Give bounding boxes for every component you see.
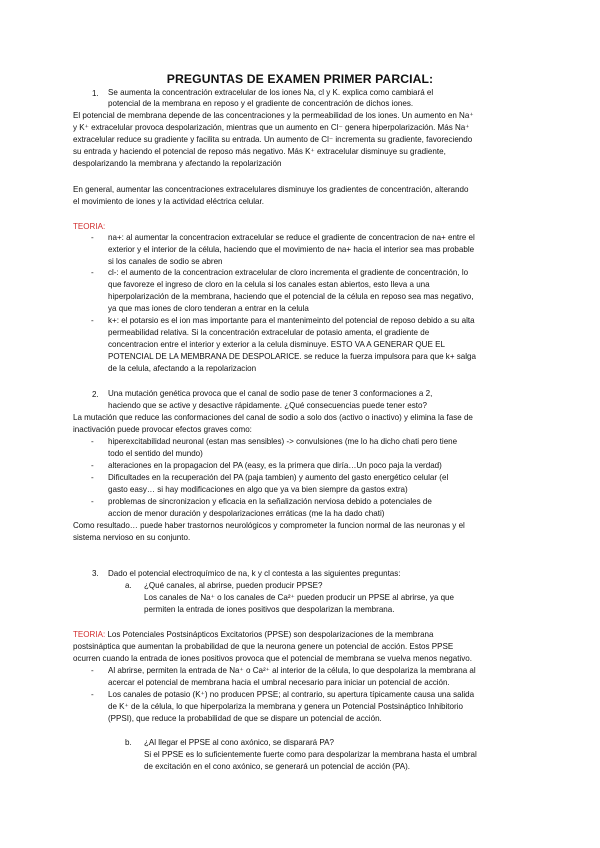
q3-bullet-line: de K⁺ de la célula, lo que hiperpolariza la membrana y genera un Potencial Postsináptico Inhibitorio <box>108 702 463 711</box>
q1-bullet-line: na+: al aumentar la concentracion extracelular se reduce el gradiente de concentracion de na+ entre el <box>108 233 475 242</box>
q2-bullet-line: gasto easy… si hay modificaciones en algo que ya va bien siempre da gastos extra) <box>108 485 408 494</box>
bullet-dash: - <box>91 497 94 506</box>
q3-teoria-line <box>73 629 434 640</box>
q1-general-line: el movimiento de iones y la actividad eléctrica celular. <box>73 197 264 206</box>
q1-bullet-line: k+: el potarsio es el ion mas importante para el mantenimeinto del potencial de reposo debido a su alta <box>108 316 475 325</box>
q3-bullet-line: (PPSI), que reduce la probabilidad de que se dispare un potencial de acción. <box>108 714 382 723</box>
q2-bullet-line: accion de menor duración y despolarizaciones erráticas (me la ha dado chati) <box>108 509 385 518</box>
q1-bullet-line: cl-: el aumento de la concentracion extracelular de cloro incrementa el gradiente de concentración, lo <box>108 268 469 277</box>
q1-question-line: Se aumenta la concentración extracelular de los iones Na, cl y K. explica como cambiará el <box>108 88 434 97</box>
q3-number: 3. <box>92 569 99 578</box>
q3a-answer-line: Los canales de Na⁺ o los canales de Ca²⁺ pueden producir un PPSE al abrirse, ya que <box>144 593 454 602</box>
q2-bullet-line: todo el sentido del mundo) <box>108 449 203 458</box>
bullet-dash: - <box>91 690 94 699</box>
q1-bullet-line: ya que mas iones de cloro tenderan a entrar en la celula <box>108 304 309 313</box>
q3a-answer-line: permiten la entrada de iones positivos que despolarizan la membrana. <box>144 605 395 614</box>
q3-bullet-line: Al abrirse, permiten la entrada de Na⁺ o Ca²⁺ al interior de la célula, lo que despolariza la membrana al <box>108 666 476 675</box>
bullet-dash: - <box>91 268 94 277</box>
q1-question-line: potencial de la membrana en reposo y el gradiente de concentración de dichos iones. <box>108 99 414 108</box>
q2-question-line: Una mutación genética provoca que el canal de sodio pase de tener 3 conformaciones a 2, <box>108 389 433 398</box>
q1-bullet-line: permeabilidad relativa. Si la concentración extracelular de potasio amenta, el gradiente de <box>108 328 430 337</box>
q2-bullet-line: problemas de sincronizacion y eficacia en la señalización nerviosa debido a potenciales de <box>108 497 432 506</box>
bullet-dash: - <box>91 437 94 446</box>
q2-bullet-line: alteraciones en la propagacion del PA (easy, es la primera que diría…Un poco paja la verdad) <box>108 461 442 470</box>
q3b-question: ¿Al llegar el PPSE al cono axónico, se disparará PA? <box>144 738 334 747</box>
q2-question-line: haciendo que se active y desactive rápidamente. ¿Qué consecuencias puede tener esto? <box>108 401 427 410</box>
q1-answer-line: despolarizando la membrana y afectando la repolarización <box>73 159 282 168</box>
q1-bullet-line: exterior y el interior de la célula, haciendo que el movimiento de na+ hacia el interior sea mas probable <box>108 245 475 254</box>
q1-number: 1. <box>92 89 99 98</box>
bullet-dash: - <box>91 233 94 242</box>
q3b-answer-line: de excitación en el cono axónico, se generará un potencial de acción (PA). <box>144 762 411 771</box>
q1-general-line: En general, aumentar las concentraciones extracelulares disminuye los gradientes de concentración, alterando <box>73 185 469 194</box>
q1-bullet-line: que favoreze el ingreso de cloro en la celula si los canales estan abiertos, esto lleva a una <box>108 280 430 289</box>
bullet-dash: - <box>91 473 94 482</box>
q2-intro-line: inactivación puede provocar efectos graves como: <box>73 425 252 434</box>
q1-teoria-label: TEORIA: <box>73 222 106 231</box>
q1-bullet-line: si los canales de sodio se abren <box>108 257 223 266</box>
page-title: PREGUNTAS DE EXAMEN PRIMER PARCIAL: <box>166 72 434 86</box>
q3b-answer-line: Si el PPSE es lo suficientemente fuerte como para despolarizar la membrana hasta el umbral <box>144 750 477 759</box>
q2-outro-line: sistema nervioso en su conjunto. <box>73 533 191 542</box>
q1-bullet-line: concentracion entre el interior y exterior a la celula disminuye. ESTO VA A GENERAR QUE EL <box>108 340 445 349</box>
q3a-label: a. <box>125 581 132 590</box>
bullet-dash: - <box>91 461 94 470</box>
q1-answer-line: El potencial de membrana depende de las concentraciones y la permeabilidad de los iones. Un aumento en Na⁺ <box>73 111 474 120</box>
q3-teoria-text: Los Potenciales Postsinápticos Excitatorios (PPSE) son despolarizaciones de la membrana <box>105 630 434 639</box>
q3b-label: b. <box>125 738 132 747</box>
bullet-dash: - <box>91 316 94 325</box>
q2-bullet-line: hiperexcitabilidad neuronal (estan mas sensibles) -> convulsiones (me lo ha dicho chati pero tiene <box>108 437 458 446</box>
q3a-question: ¿Qué canales, al abrirse, pueden producir PPSE? <box>144 581 323 590</box>
q3-question-line: Dado el potencial electroquímico de na, k y cl contesta a las siguientes preguntas: <box>108 569 401 578</box>
q3-teoria-label: TEORIA: <box>73 630 106 639</box>
q2-bullet-line: Dificultades en la recuperación del PA (paja tambien) y aumento del gasto energético celular (el <box>108 473 449 482</box>
q2-number: 2. <box>92 390 99 399</box>
q1-bullet-line: hiperpolarización de la membrana, haciendo que el potencial de la célula en reposo sea mas negativo, <box>108 292 474 301</box>
q3-teoria-line: ocurren cuando la entrada de iones positivos provoca que el potencial de membrana se vuelva menos negativo. <box>73 654 473 663</box>
q1-answer-line: extracelular reduce su gradiente y facilita su entrada. Un aumento de Cl⁻ incrementa su gradiente, favoreciendo <box>73 135 473 144</box>
q1-bullet-line: de la celula, afectando a la repolarizacion <box>108 364 257 373</box>
q1-answer-line: su entrada y haciendo el potencial de reposo más negativo. Más K⁺ extracelular disminuye su gradiente, <box>73 147 446 156</box>
q1-bullet-line: POTENCIAL DE LA MEMBRANA DE DESPOLARICE. se reduce la fuerza impulsora para que k+ salga <box>108 352 476 361</box>
q2-outro-line: Como resultado… puede haber trastornos neurológicos y comprometer la funcion normal de las neuronas y el <box>73 521 465 530</box>
q3-teoria-line: postsináptica que aumentan la probabilidad de que la neurona genere un potencial de acción. Estos PPSE <box>73 642 454 651</box>
q3-bullet-line: Los canales de potasio (K⁺) no producen PPSE; al contrario, su apertura típicamente causa una salida <box>108 690 475 699</box>
q2-intro-line: La mutación que reduce las conformaciones del canal de sodio a solo dos (activo o inactivo) y elimina la fase de <box>73 413 473 422</box>
bullet-dash: - <box>91 666 94 675</box>
q3-bullet-line: acercar el potencial de membrana hacia el umbral necesario para iniciar un potencial de acción. <box>108 678 450 687</box>
q1-answer-line: y K⁺ extracelular provoca despolarización, mientras que un aumento en Cl⁻ genera hiperpolarización. Más Na⁺ <box>73 123 470 132</box>
